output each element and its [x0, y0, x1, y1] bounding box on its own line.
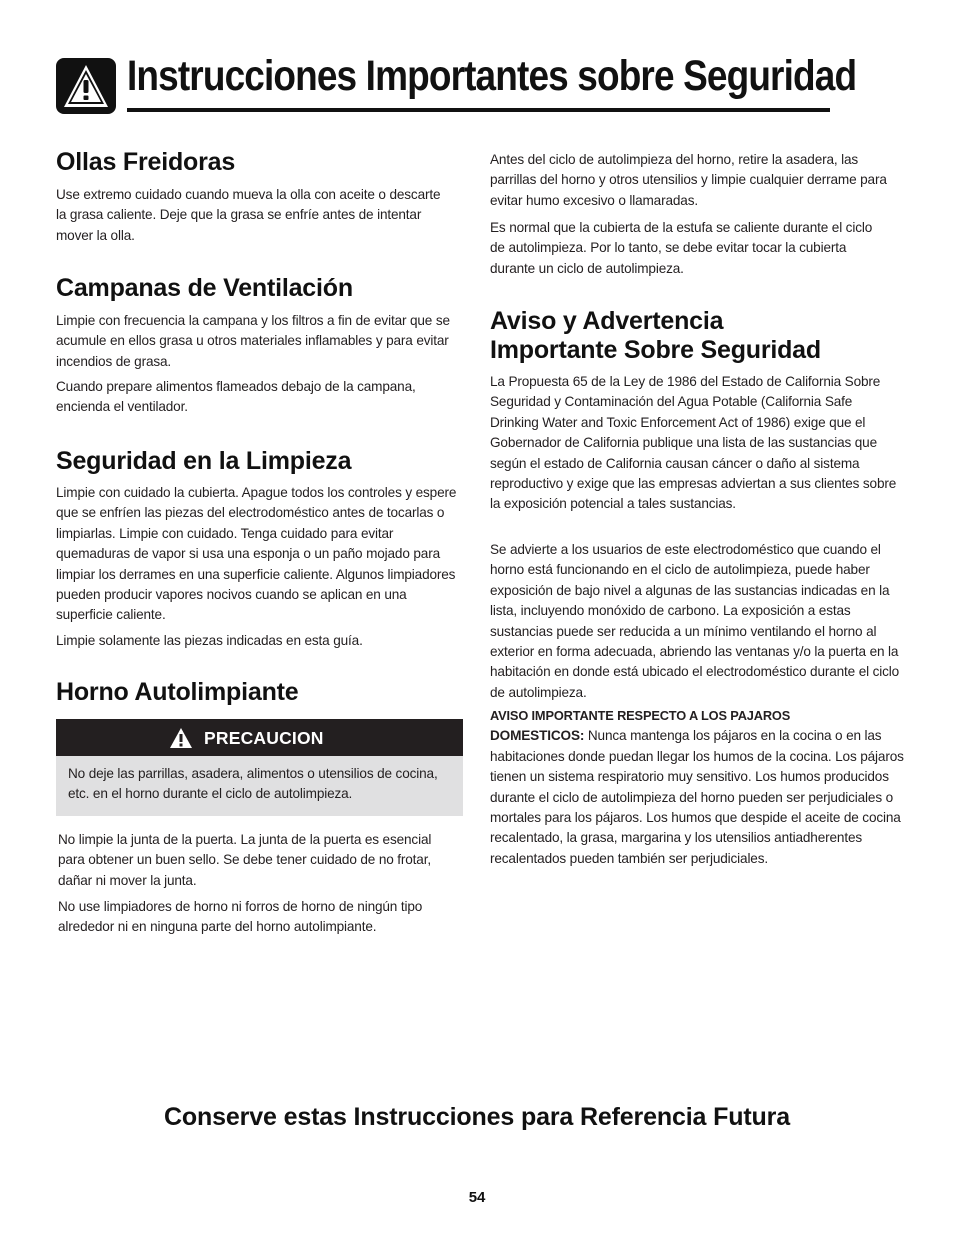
paragraph-ollas: Use extremo cuidado cuando mueva la olla con aceite o descarte la grasa caliente. Deje que la grasa se enfríe antes de intentar mover la olla. [56, 187, 441, 243]
paragraph-campanas-1: Limpie con frecuencia la campana y los filtros a fin de evitar que se acumule en ellos grasa u otros materiales inflamables y para evitar incendios de grasa. [56, 313, 450, 369]
paragraph-propuesta-65: La Propuesta 65 de la Ley de 1986 del Estado de California Sobre Seguridad y Contaminación del Agua Potable (California Safe Drinking Water and Toxic Enforcement Act of 1986) exige que el Gobernador de California publique una lista de las sustancias que según el estado de California causan cáncer o daño al sistema reproductivo y exige que las empresas adviertan a sus clientes sobre la exposición potencial a tales sustancias. [490, 374, 897, 512]
page-title: Instrucciones Importantes sobre Seguridad [127, 52, 857, 100]
paragraph-cubierta-normal: Es normal que la cubierta de la estufa se caliente durante el ciclo de autolimpieza. Por lo tanto, se debe evitar tocar la cubierta durante un ciclo de autolimpieza. [490, 220, 873, 276]
page-number: 54 [468, 1189, 486, 1206]
heading-aviso-line2: Importante Sobre Seguridad [490, 336, 821, 364]
title-underline [127, 108, 830, 112]
paragraph-antes-ciclo: Antes del ciclo de autolimpieza del horno, retire la asadera, las parrillas del horno y otros utensilios y limpie cualquier derrame para evitar humo excesivo o llamaradas. [490, 152, 887, 208]
page-header [56, 52, 857, 116]
caution-box [56, 719, 463, 816]
paragraph-limpieza-2: Limpie solamente las piezas indicadas en esta guía. [56, 633, 363, 648]
warning-triangle-icon [56, 58, 116, 114]
caution-header [56, 719, 463, 756]
pajaros-bold-line2: DOMESTICOS: [490, 728, 585, 744]
paragraph-horno-2: No use limpiadores de horno ni forros de horno de ningún tipo alrededor ni en ninguna parte del horno autolimpiante. [58, 899, 423, 935]
caution-text: No deje las parrillas, asadera, alimentos o utensilios de cocina, etc. en el horno durante el ciclo de autolimpieza. [68, 766, 438, 802]
paragraph-campanas-2: Cuando prepare alimentos flameados debajo de la campana, encienda el ventilador. [56, 379, 416, 415]
heading-campanas: Campanas de Ventilación [56, 274, 353, 302]
pajaros-text: Nunca mantenga los pájaros en la cocina o en las habitaciones donde puedan llegar los humos de la cocina. Los pájaros tienen un sistema respiratorio muy sensitivo. Los humos producidos durante el ciclo de autolimpieza del horno pueden ser perjudiciales o mortales para los pájaros. Los humos que despide el aceite de cocina recalentado, la grasa, margarina y los utensilios antiadherentes recalentados pueden también ser perjudiciales. [490, 728, 904, 866]
paragraph-limpieza-1: Limpie con cuidado la cubierta. Apague todos los controles y espere que se enfríen las piezas del electrodoméstico antes de tocarlas o limpiarlas. Limpie con cuidado. Tenga cuidado para evitar quemaduras de vapor si usa una esponja o un paño mojado para limpiar los derrames en una superficie caliente. Algunos limpiadores pueden producir vapores nocivos cuando se aplican en una superficie caliente. [56, 485, 457, 623]
paragraph-advertencia-usuarios: Se advierte a los usuarios de este electrodoméstico que cuando el horno está funcionando en el ciclo de autolimpieza, puede haber exposición de bajo nivel a algunas de las sustancias indicadas en la lista, incluyendo monóxido de carbono. La exposición a estas sustancias puede ser reducida a un mínimo ventilando el horno al exterior en forma adecuada, abriendo las ventanas y/o la puerta en la habitación en donde está ubicado el electrodoméstico durante el ciclo de autolimpieza. [490, 542, 900, 700]
heading-seguridad-limpieza: Seguridad en la Limpieza [56, 447, 352, 475]
caution-triangle-icon [169, 727, 193, 749]
footer-note: Conserve estas Instrucciones para Referencia Futura [164, 1103, 790, 1131]
caution-body [56, 756, 463, 816]
heading-horno-autolimpiante: Horno Autolimpiante [56, 678, 299, 706]
pajaros-bold-line1: AVISO IMPORTANTE RESPECTO A LOS PAJAROS [490, 708, 791, 723]
paragraph-pajaros [490, 706, 904, 869]
heading-aviso-line1: Aviso y Advertencia [490, 307, 724, 335]
heading-ollas-freidoras: Ollas Freidoras [56, 148, 236, 176]
caution-label: PRECAUCION [204, 728, 324, 748]
paragraph-horno-1: No limpie la junta de la puerta. La junta de la puerta es esencial para obtener un buen sello. Se debe tener cuidado de no frotar, dañar ni mover la junta. [58, 832, 432, 888]
